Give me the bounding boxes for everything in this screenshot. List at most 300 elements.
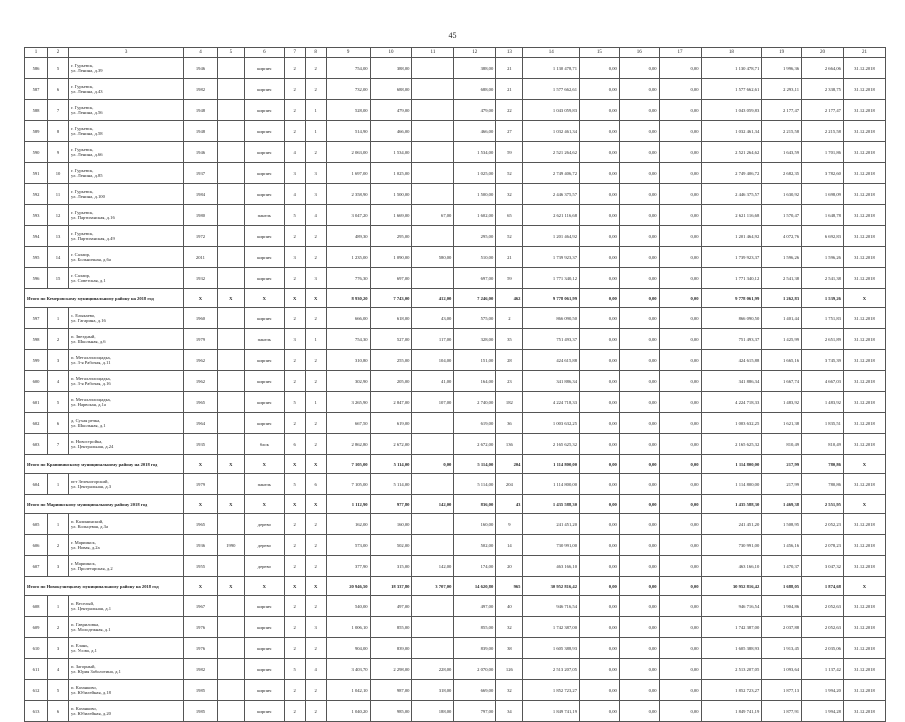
address-line: ул. Новая, д.2а <box>70 545 100 550</box>
floors-count: 3 <box>284 163 305 184</box>
row-number: 587 <box>25 79 48 100</box>
table-cell: 2 070,00 <box>454 659 496 680</box>
row-number: 604 <box>25 474 48 495</box>
address-line: ул. Партизанская, д.16 <box>70 215 115 220</box>
address-line: ул. 3-я Рабочая, д.16 <box>70 381 111 386</box>
table-cell: 1 877,91 <box>762 701 802 722</box>
address-line: ул. Юбилейная, д.18 <box>70 690 111 695</box>
table-cell: 2 672,00 <box>370 434 412 455</box>
table-cell: 0,00 <box>619 556 659 577</box>
table-cell: 2 682,35 <box>762 163 802 184</box>
address-line: пгт Зеленогорский, <box>70 479 109 484</box>
table-cell: 502,00 <box>370 535 412 556</box>
table-cell: 619,00 <box>370 413 412 434</box>
wall-material: кирпич <box>244 680 284 701</box>
table-body <box>25 48 886 722</box>
year-renovated <box>217 58 244 79</box>
table-cell: 228,00 <box>412 659 454 680</box>
floors-count: 2 <box>284 121 305 142</box>
year-renovated <box>217 474 244 495</box>
table-cell: 1 032 461,34 <box>523 121 580 142</box>
table-cell: 2 513 207,05 <box>523 659 580 680</box>
table-cell: 1 130 478,71 <box>523 58 580 79</box>
subtotal-cell: 8 930,20 <box>326 289 370 308</box>
table-cell: 315,00 <box>370 556 412 577</box>
year-renovated <box>217 329 244 350</box>
table-row <box>25 617 886 638</box>
subtotal-cell: X <box>843 455 885 474</box>
table-cell: 0,00 <box>659 701 701 722</box>
address-line: г. Гурьевск, <box>70 189 94 194</box>
table-cell: 0,00 <box>619 434 659 455</box>
row-sub-number: 2 <box>48 617 69 638</box>
table-cell: 0,00 <box>619 413 659 434</box>
table-cell: 1 739 923,37 <box>701 247 762 268</box>
table-cell: 2 215,58 <box>802 121 844 142</box>
column-number: 6 <box>244 48 284 58</box>
table-cell: 2 052,23 <box>802 514 844 535</box>
year-renovated <box>217 100 244 121</box>
table-cell: 0,00 <box>580 79 620 100</box>
wall-material: кирпич <box>244 617 284 638</box>
table-cell: 1 643,59 <box>762 142 802 163</box>
subtotal-cell: 1 688,05 <box>762 577 802 596</box>
table-cell: 52 <box>496 163 523 184</box>
row-number: 588 <box>25 100 48 121</box>
address-cell <box>68 100 183 121</box>
subtotal-cell: 7 246,00 <box>454 289 496 308</box>
address-cell <box>68 142 183 163</box>
table-cell: 0,00 <box>619 184 659 205</box>
subtotal-cell: X <box>843 289 885 308</box>
table-cell: 510,00 <box>454 247 496 268</box>
table-cell: 35 <box>496 329 523 350</box>
table-cell: 1 742 387,00 <box>701 617 762 638</box>
table-cell: 528,00 <box>326 100 370 121</box>
table-cell: 463 166,10 <box>523 556 580 577</box>
table-cell: 1 913,45 <box>762 638 802 659</box>
subtotal-cell: 0,00 <box>619 577 659 596</box>
table-cell: 1 877,13 <box>762 680 802 701</box>
table-cell: 43,00 <box>412 308 454 329</box>
address-line: с. Елыкаево, <box>70 313 96 318</box>
column-number: 19 <box>762 48 802 58</box>
subtotal-cell: 0,00 <box>619 455 659 474</box>
row-sub-number: 10 <box>48 163 69 184</box>
table-cell: 0,00 <box>619 163 659 184</box>
wall-material: кирпич <box>244 163 284 184</box>
entrances-count: 2 <box>305 680 326 701</box>
year-renovated <box>217 79 244 100</box>
row-number: 598 <box>25 329 48 350</box>
table-cell: 36 <box>496 413 523 434</box>
subtotal-label: Итого по Крапивинскому муниципальному району на 2018 год <box>25 455 184 474</box>
table-cell: 3 047,32 <box>802 556 844 577</box>
address-cell <box>68 308 183 329</box>
table-cell: 1 605 388,93 <box>523 638 580 659</box>
wall-material: кирпич <box>244 184 284 205</box>
table-cell: 1 698,09 <box>802 184 844 205</box>
table-cell: 59 <box>496 268 523 289</box>
subtotal-cell: X <box>305 577 326 596</box>
row-number: 602 <box>25 413 48 434</box>
table-cell: 31.12.2018 <box>843 392 885 413</box>
column-number: 12 <box>454 48 496 58</box>
table-cell: 1 701,86 <box>802 142 844 163</box>
table-cell: 255,00 <box>370 350 412 371</box>
table-cell: 866 090,50 <box>701 308 762 329</box>
row-number: 597 <box>25 308 48 329</box>
entrances-count: 2 <box>305 701 326 722</box>
table-cell: 540,00 <box>326 596 370 617</box>
floors-count: 2 <box>284 617 305 638</box>
year-renovated <box>217 659 244 680</box>
floors-count: 2 <box>284 556 305 577</box>
address-line: п. Гавриловка, <box>70 622 100 627</box>
table-cell: 810,49 <box>802 434 844 455</box>
subtotal-cell: 30 952 816,42 <box>523 577 580 596</box>
table-cell: 987,00 <box>370 680 412 701</box>
table-cell: 1 401,44 <box>762 308 802 329</box>
year-built: 1946 <box>184 142 218 163</box>
table-cell: 0,00 <box>619 142 659 163</box>
address-line: ул. Школьная, д.1 <box>70 423 106 428</box>
table-cell: 2 177,47 <box>802 100 844 121</box>
table-cell: 1 577 662,61 <box>523 79 580 100</box>
year-built: 1979 <box>184 329 218 350</box>
table-cell: 0,00 <box>619 308 659 329</box>
address-line: ул. Больничная, д.6а <box>70 257 111 262</box>
row-sub-number: 8 <box>48 121 69 142</box>
year-built: 1980 <box>184 205 218 226</box>
table-cell: 41,00 <box>412 371 454 392</box>
address-cell <box>68 434 183 455</box>
table-cell: 1 534,00 <box>370 142 412 163</box>
table-cell: 0,00 <box>659 247 701 268</box>
year-built: 1972 <box>184 226 218 247</box>
address-line: ул. Усова, д.1 <box>70 648 97 653</box>
table-cell: 904,00 <box>326 638 370 659</box>
column-number: 2 <box>48 48 69 58</box>
year-renovated <box>217 371 244 392</box>
entrances-count: 1 <box>305 329 326 350</box>
subtotal-cell: 1 112,90 <box>326 495 370 514</box>
table-cell: 14 <box>496 535 523 556</box>
row-number: 608 <box>25 596 48 617</box>
page-number: 45 <box>448 31 457 40</box>
table-cell: 619,00 <box>454 413 496 434</box>
table-cell: 466,00 <box>370 121 412 142</box>
table-row <box>25 226 886 247</box>
table-cell: 580,00 <box>412 247 454 268</box>
table-cell: 1 904,86 <box>762 596 802 617</box>
year-built: 1960 <box>184 308 218 329</box>
table-cell: 732,00 <box>326 79 370 100</box>
table-cell: 0,00 <box>619 247 659 268</box>
table-row <box>25 58 886 79</box>
column-number: 11 <box>412 48 454 58</box>
table-cell: 160,00 <box>454 514 496 535</box>
table-cell: 754,00 <box>326 58 370 79</box>
year-built: 1937 <box>184 163 218 184</box>
table-cell: 0,00 <box>659 392 701 413</box>
year-built: 1932 <box>184 268 218 289</box>
table-row <box>25 205 886 226</box>
table-row <box>25 163 886 184</box>
table-cell: 21 <box>496 247 523 268</box>
table-cell: 730 991,00 <box>523 535 580 556</box>
table-cell: 2 037,88 <box>762 617 802 638</box>
table-cell: 151,00 <box>454 350 496 371</box>
table-cell: 0,00 <box>659 226 701 247</box>
table-cell: 497,00 <box>454 596 496 617</box>
table-cell: 1 570,47 <box>762 205 802 226</box>
table-cell: 126 <box>496 659 523 680</box>
table-cell: 1 508,95 <box>762 514 802 535</box>
subtotal-cell: X <box>305 455 326 474</box>
address-line: г. Гурьевск, <box>70 210 94 215</box>
address-line: ул. Ленина, д.85 <box>70 173 103 178</box>
year-renovated <box>217 308 244 329</box>
table-cell: 3 403,70 <box>326 659 370 680</box>
table-cell: 4 224 718,33 <box>523 392 580 413</box>
table-cell: 136 <box>496 434 523 455</box>
year-built: 1936 <box>184 535 218 556</box>
table-cell: 1 483,92 <box>762 392 802 413</box>
address-line: г. Мариинск, <box>70 540 96 545</box>
table-cell: 204 <box>496 474 523 495</box>
row-sub-number: 1 <box>48 514 69 535</box>
address-line: п. Новостройка, <box>70 439 103 444</box>
table-cell: 780,86 <box>802 474 844 495</box>
table-cell: 1 090,00 <box>370 247 412 268</box>
row-number: 586 <box>25 58 48 79</box>
table-cell: 0,00 <box>580 413 620 434</box>
floors-count: 2 <box>284 413 305 434</box>
table-cell: 182 <box>496 392 523 413</box>
year-renovated <box>217 121 244 142</box>
wall-material: кирпич <box>244 638 284 659</box>
table-cell: 0,00 <box>659 308 701 329</box>
subtotal-cell: 1 539,26 <box>802 289 844 308</box>
table-cell: 1 771 340,12 <box>523 268 580 289</box>
year-built: 1965 <box>184 514 218 535</box>
subtotal-row <box>25 455 886 474</box>
row-sub-number: 6 <box>48 701 69 722</box>
table-row <box>25 350 886 371</box>
address-cell <box>68 350 183 371</box>
address-cell <box>68 556 183 577</box>
table-row <box>25 596 886 617</box>
year-built: 1962 <box>184 371 218 392</box>
entrances-count: 2 <box>305 371 326 392</box>
year-renovated <box>217 142 244 163</box>
address-cell <box>68 121 183 142</box>
table-cell: 1 648,78 <box>802 205 844 226</box>
subtotal-cell: 1 114 800,00 <box>701 455 762 474</box>
table-cell: 295,00 <box>454 226 496 247</box>
table-cell: 0,00 <box>619 680 659 701</box>
table-cell: 0,00 <box>580 556 620 577</box>
address-line: г. Мариинск, <box>70 561 96 566</box>
entrances-count: 2 <box>305 535 326 556</box>
table-cell: 31.12.2018 <box>843 121 885 142</box>
table-cell <box>412 100 454 121</box>
address-cell <box>68 596 183 617</box>
table-cell: 502,00 <box>454 535 496 556</box>
subtotal-cell: X <box>305 289 326 308</box>
table-cell: 31.12.2018 <box>843 329 885 350</box>
column-number: 7 <box>284 48 305 58</box>
table-cell: 0,00 <box>580 142 620 163</box>
address-line: ул. Кольцевая, д.3а <box>70 524 108 529</box>
address-cell <box>68 268 183 289</box>
table-cell: 21 <box>496 58 523 79</box>
table-cell: 0,00 <box>580 434 620 455</box>
row-number: 603 <box>25 434 48 455</box>
table-cell: 0,00 <box>659 617 701 638</box>
table-cell: 0,00 <box>659 659 701 680</box>
wall-material: кирпич <box>244 58 284 79</box>
table-cell: 2 338,75 <box>802 79 844 100</box>
table-cell: 31.12.2018 <box>843 434 885 455</box>
address-line: п. Загорный, <box>70 664 96 669</box>
subtotal-cell: X <box>244 495 284 514</box>
table-cell: 0,00 <box>619 514 659 535</box>
entrances-count: 4 <box>305 659 326 680</box>
table-cell: 666,00 <box>326 308 370 329</box>
table-cell: 2 521 264,62 <box>701 142 762 163</box>
table-cell: 34 <box>496 701 523 722</box>
year-renovated <box>217 205 244 226</box>
subtotal-cell: 7 743,00 <box>370 289 412 308</box>
row-number: 592 <box>25 184 48 205</box>
column-number: 8 <box>305 48 326 58</box>
table-cell: 2 165 625,32 <box>523 434 580 455</box>
table-cell: 1 996,36 <box>762 58 802 79</box>
table-cell: 489,30 <box>326 226 370 247</box>
address-cell <box>68 392 183 413</box>
table-cell: 0,00 <box>659 638 701 659</box>
entrances-count: 1 <box>305 121 326 142</box>
entrances-count: 3 <box>305 184 326 205</box>
address-cell <box>68 79 183 100</box>
year-built: 1965 <box>184 392 218 413</box>
table-cell: 1 470,37 <box>762 556 802 577</box>
year-built: 1948 <box>184 121 218 142</box>
table-cell: 1 667,74 <box>762 371 802 392</box>
table-cell: 377,90 <box>326 556 370 577</box>
table-row <box>25 268 886 289</box>
table-row <box>25 434 886 455</box>
address-line: п. Калининский, <box>70 519 104 524</box>
table-cell: 0,00 <box>580 329 620 350</box>
table-cell: 866 090,50 <box>523 308 580 329</box>
table-cell: 0,00 <box>580 474 620 495</box>
table-cell: 0,00 <box>580 350 620 371</box>
table-cell: 754,30 <box>326 329 370 350</box>
address-cell <box>68 413 183 434</box>
table-cell: 946 716,54 <box>523 596 580 617</box>
table-row <box>25 474 886 495</box>
row-sub-number: 3 <box>48 350 69 371</box>
table-cell: 22 <box>496 100 523 121</box>
table-cell: 2 541,38 <box>802 268 844 289</box>
wall-material: кирпич <box>244 226 284 247</box>
table-cell: 1 771 340,12 <box>701 268 762 289</box>
address-cell <box>68 535 183 556</box>
address-line: ул. Пролетарская, д.2 <box>70 566 113 571</box>
table-cell: 839,00 <box>370 638 412 659</box>
table-cell: 855,00 <box>370 617 412 638</box>
subtotal-cell: X <box>244 455 284 474</box>
table-cell: 31.12.2018 <box>843 205 885 226</box>
row-number: 607 <box>25 556 48 577</box>
subtotal-label: Итого по Новокузнецкому муниципальному району на 2018 год <box>25 577 184 596</box>
table-cell: 1 742 387,00 <box>523 617 580 638</box>
year-built: 1962 <box>184 350 218 371</box>
table-cell: 302,90 <box>326 371 370 392</box>
table-cell: 0,00 <box>659 142 701 163</box>
column-number: 20 <box>802 48 844 58</box>
table-cell <box>412 163 454 184</box>
address-line: ул. Ленина, д.43 <box>70 89 103 94</box>
table-cell: 0,00 <box>580 247 620 268</box>
table-cell: 52 <box>496 226 523 247</box>
table-cell <box>412 58 454 79</box>
subtotal-cell: 18 337,80 <box>370 577 412 596</box>
table-cell: 0,00 <box>619 659 659 680</box>
year-built: 1964 <box>184 413 218 434</box>
subtotal-cell: X <box>284 289 305 308</box>
address-line: г. Гурьевск, <box>70 168 94 173</box>
wall-material: кирпич <box>244 308 284 329</box>
table-cell: 31.12.2018 <box>843 413 885 434</box>
table-row <box>25 184 886 205</box>
row-sub-number: 5 <box>48 680 69 701</box>
address-line: ул. Молодежная, д.1 <box>70 627 111 632</box>
table-cell: 31.12.2018 <box>843 142 885 163</box>
table-row <box>25 329 886 350</box>
subtotal-cell: 1 435 588,30 <box>523 495 580 514</box>
table-cell: 0,00 <box>659 58 701 79</box>
table-cell <box>412 226 454 247</box>
year-built: 1967 <box>184 596 218 617</box>
wall-material: кирпич <box>244 268 284 289</box>
address-line: п. Металлплощадка, <box>70 397 111 402</box>
table-cell: 31.12.2018 <box>843 535 885 556</box>
table-row <box>25 638 886 659</box>
table-cell: 21 <box>496 79 523 100</box>
table-row <box>25 308 886 329</box>
table-cell: 1 137,42 <box>802 659 844 680</box>
table-cell: 59 <box>496 142 523 163</box>
subtotal-cell: 0,00 <box>580 577 620 596</box>
floors-count: 2 <box>284 58 305 79</box>
subtotal-cell: 9 778 061,99 <box>701 289 762 308</box>
table-cell: 0,00 <box>580 268 620 289</box>
year-built: 2011 <box>184 247 218 268</box>
subtotal-cell: 836,00 <box>454 495 496 514</box>
table-cell: 1 852 723,27 <box>701 680 762 701</box>
year-renovated <box>217 514 244 535</box>
table-cell: 31.12.2018 <box>843 268 885 289</box>
table-cell: 479,00 <box>370 100 412 121</box>
row-number: 599 <box>25 350 48 371</box>
housing-table <box>24 47 886 722</box>
table-cell: 0,00 <box>580 205 620 226</box>
table-cell: 0,00 <box>619 58 659 79</box>
